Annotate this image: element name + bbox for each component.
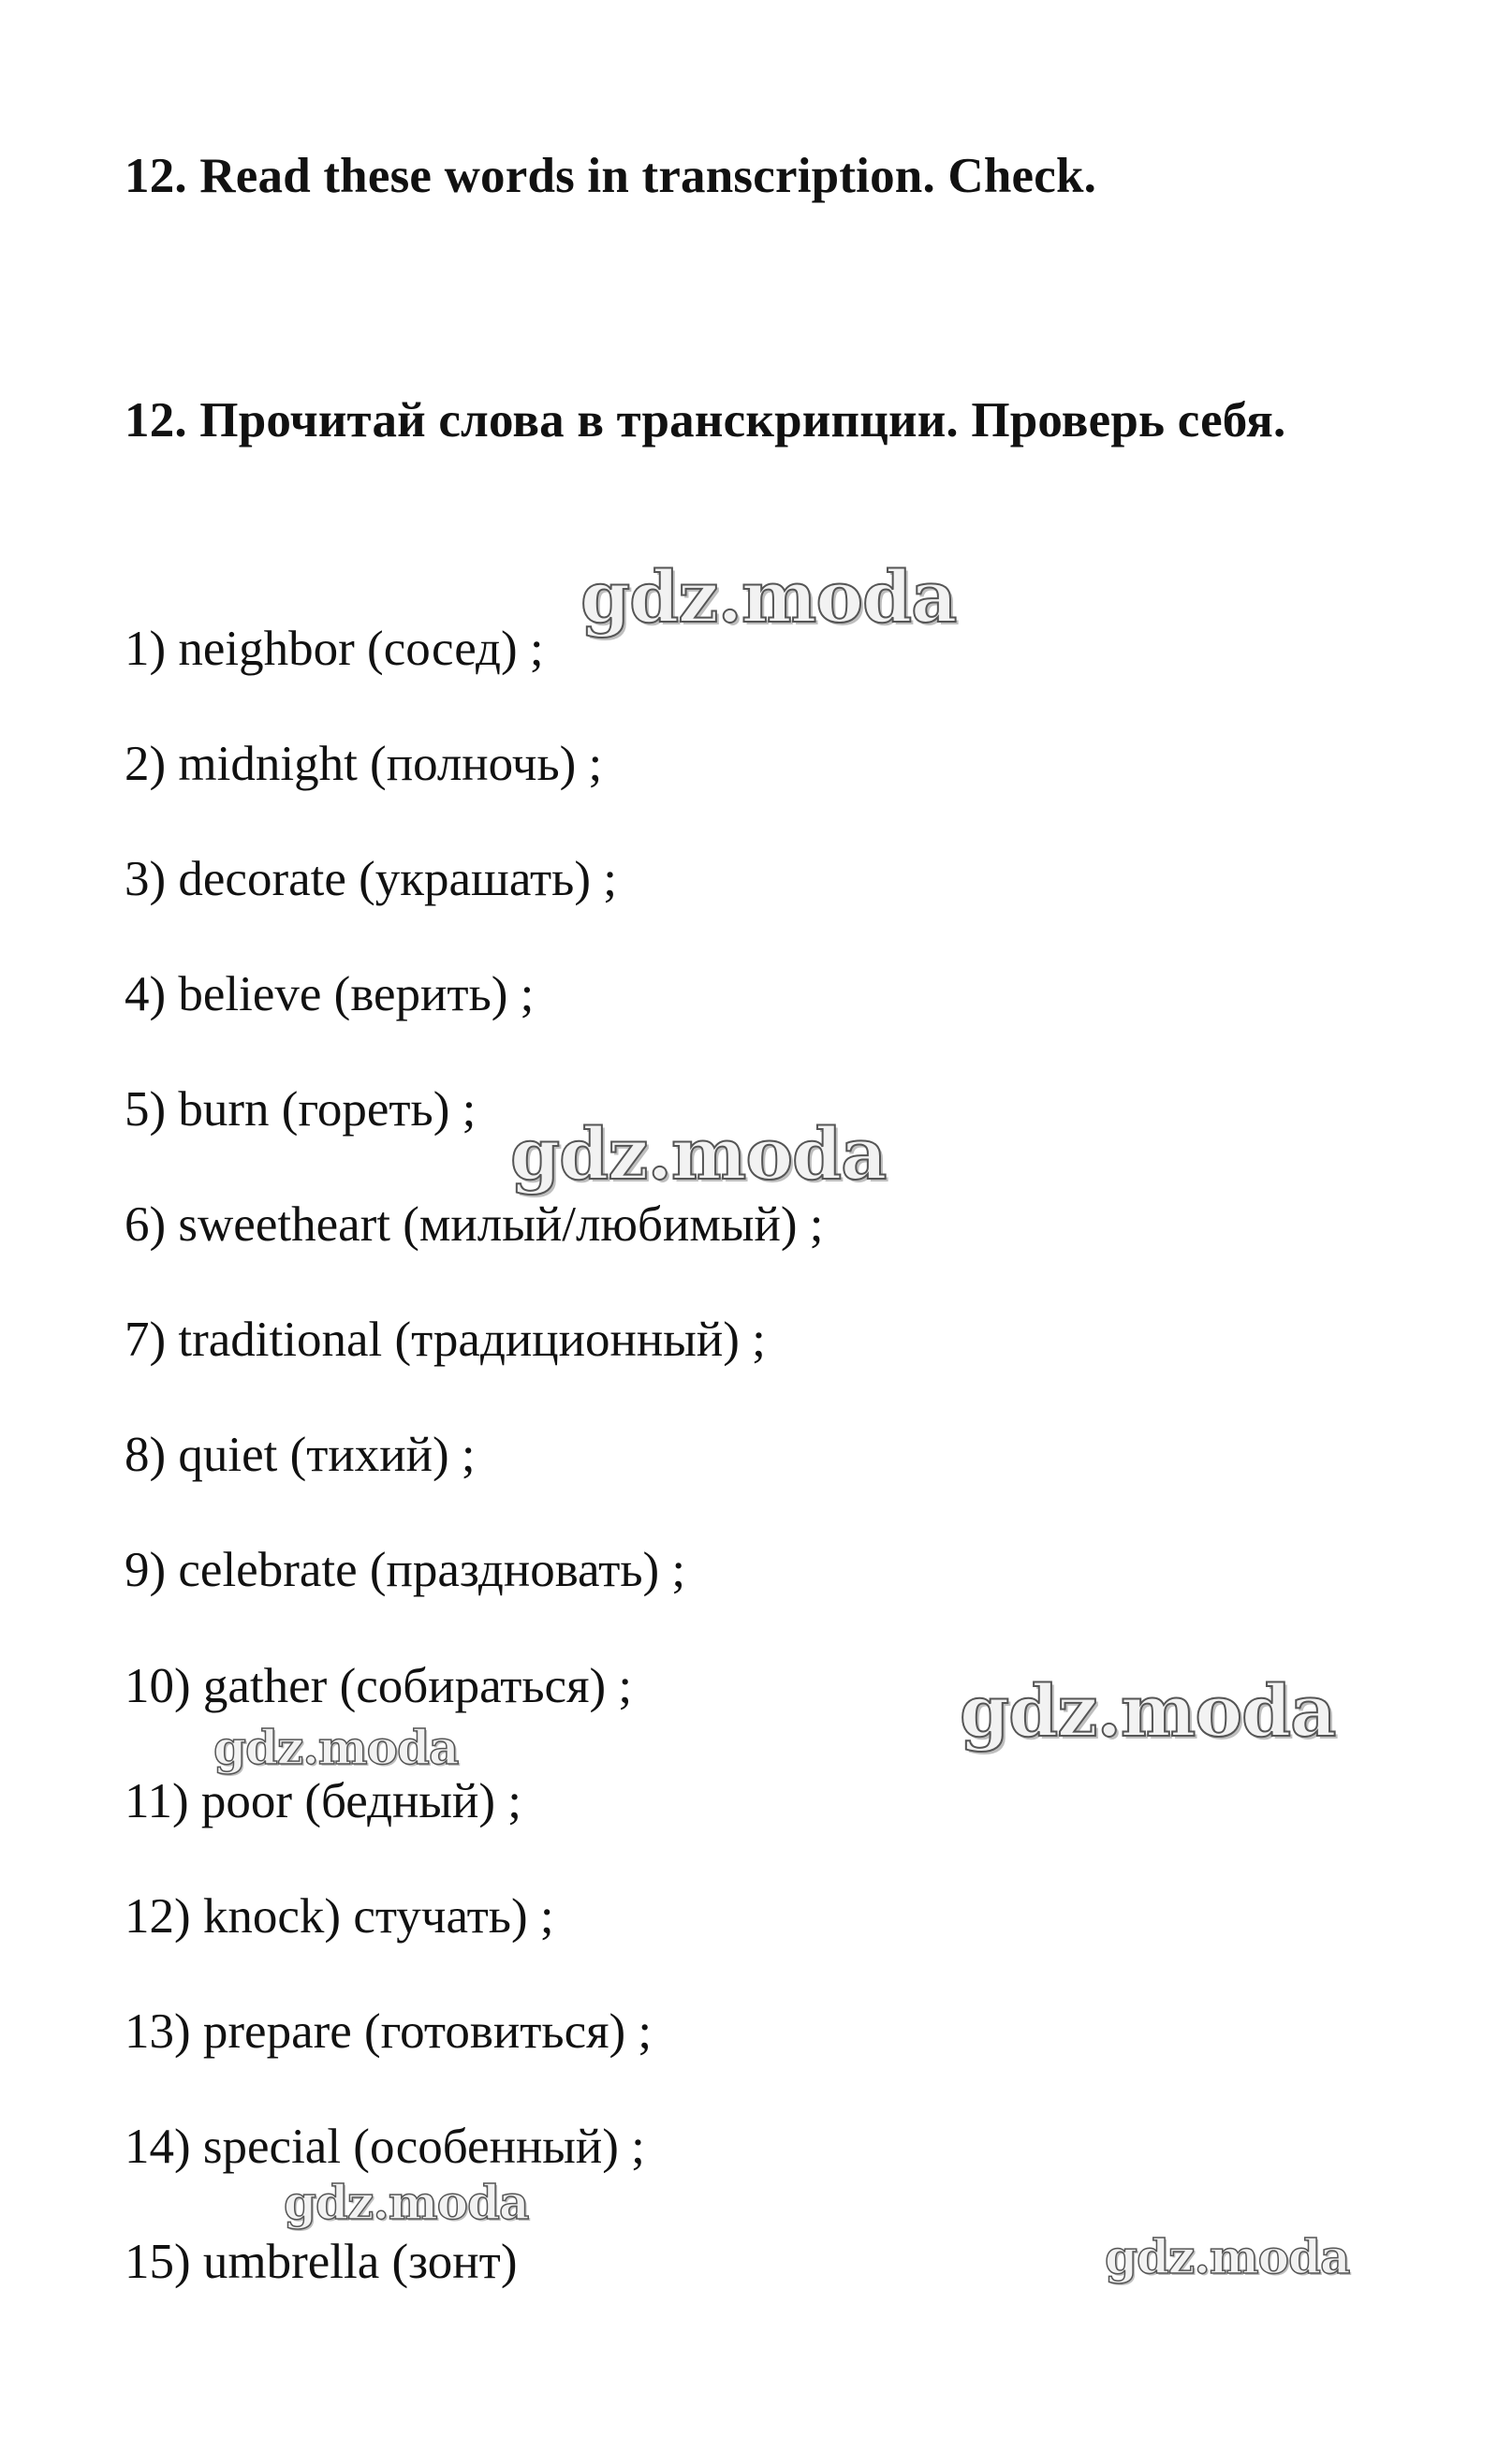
watermark: gdz.moda — [510, 1112, 887, 1196]
watermark: gdz.moda — [960, 1669, 1336, 1753]
word-item: 13) prepare (готовиться) ; — [125, 2004, 653, 2059]
watermark: gdz.moda — [213, 1720, 459, 1775]
word-item: 4) believe (верить) ; — [125, 967, 535, 1021]
word-item: 8) quiet (тихий) ; — [125, 1428, 476, 1482]
word-item: 15) umbrella (зонт) — [125, 2235, 518, 2289]
word-item: 14) special (особенный) ; — [125, 2120, 645, 2174]
watermark: gdz.moda — [1105, 2229, 1350, 2284]
word-item: 9) celebrate (праздновать) ; — [125, 1543, 686, 1597]
word-item: 3) decorate (украшать) ; — [125, 852, 617, 906]
exercise-heading-english: 12. Read these words in transcription. Check. — [125, 149, 1097, 203]
word-item: 2) midnight (полночь) ; — [125, 737, 603, 791]
word-item: 11) poor (бедный) ; — [125, 1774, 521, 1828]
word-item: 12) knock) стучать) ; — [125, 1889, 554, 1944]
word-item: 6) sweetheart (милый/любимый) ; — [125, 1197, 824, 1252]
watermark: gdz.moda — [284, 2175, 529, 2230]
word-item: 7) traditional (традиционный) ; — [125, 1313, 766, 1367]
word-item: 10) gather (собираться) ; — [125, 1659, 633, 1713]
word-item: 1) neighbor (сосед) ; — [125, 622, 544, 676]
word-item: 5) burn (гореть) ; — [125, 1082, 477, 1137]
exercise-heading-russian: 12. Прочитай слова в транскрипции. Проверь себя. — [125, 393, 1286, 448]
watermark: gdz.moda — [580, 555, 957, 638]
